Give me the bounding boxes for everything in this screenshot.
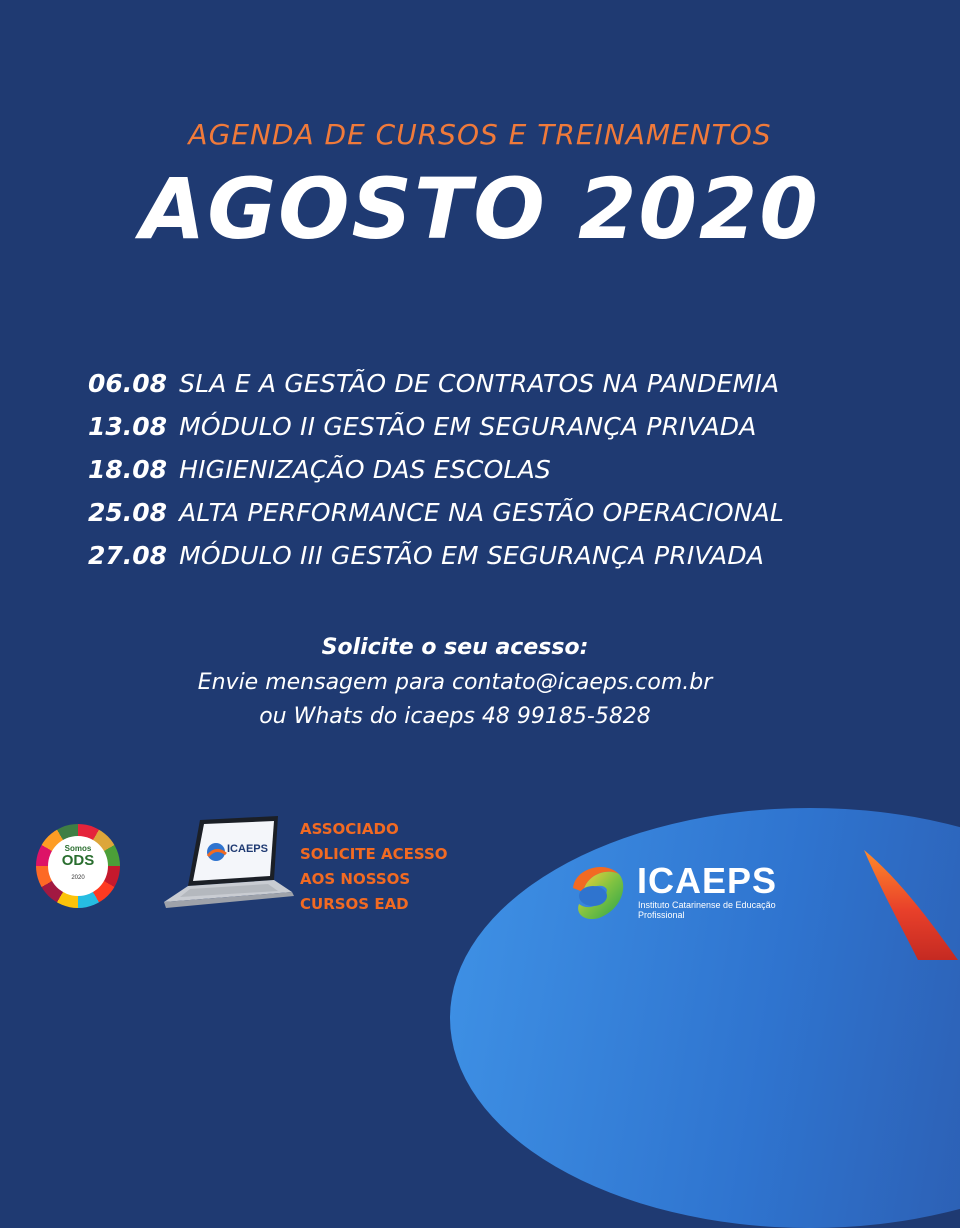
brand-name: ICAEPS: [637, 860, 778, 901]
schedule-item: [88, 534, 948, 577]
contact-cta: Solicite o seu acesso:: [321, 635, 589, 660]
contact-email-line: Envie mensagem para contato@icaeps.com.br: [197, 670, 713, 695]
schedule-item: [88, 362, 948, 405]
schedule-item: [88, 448, 948, 491]
icaeps-logo: [565, 858, 778, 932]
ods-text: ODS: [61, 852, 95, 869]
promo-line: CURSOS EAD: [300, 895, 409, 913]
laptop-screen-brand: ICAEPS: [227, 843, 268, 855]
page-title: AGOSTO 2020: [140, 160, 820, 258]
schedule-date: 06.08: [88, 369, 168, 398]
icaeps-logo-icon: [565, 858, 635, 928]
schedule-title: MÓDULO III GESTÃO EM SEGURANÇA PRIVADA: [179, 541, 765, 570]
schedule-item: [88, 405, 948, 448]
promo-text: [300, 817, 448, 917]
promo-line: ASSOCIADO: [300, 820, 399, 838]
schedule-date: 27.08: [88, 541, 168, 570]
ods-year-text: 2020: [71, 875, 85, 881]
promo-line: SOLICITE ACESSO: [300, 845, 448, 863]
laptop-illustration: [128, 816, 298, 916]
schedule-date: 18.08: [88, 455, 168, 484]
schedule-title: ALTA PERFORMANCE NA GESTÃO OPERACIONAL: [179, 498, 785, 527]
schedule-date: 13.08: [88, 412, 168, 441]
promo-line: AOS NOSSOS: [300, 870, 411, 888]
schedule-title: SLA E A GESTÃO DE CONTRATOS NA PANDEMIA: [179, 369, 780, 398]
ods-badge: [36, 824, 120, 908]
schedule-date: 25.08: [88, 498, 168, 527]
contact-section: [0, 630, 960, 734]
schedule-title: HIGIENIZAÇÃO DAS ESCOLAS: [179, 455, 551, 484]
contact-whatsapp-line: ou Whats do icaeps 48 99185-5828: [259, 704, 651, 729]
ods-somos-text: Somos: [64, 844, 92, 853]
page-subtitle: AGENDA DE CURSOS E TREINAMENTOS: [188, 118, 772, 151]
schedule-item: [88, 491, 948, 534]
schedule-list: [88, 362, 948, 577]
schedule-title: MÓDULO II GESTÃO EM SEGURANÇA PRIVADA: [179, 412, 757, 441]
decorative-swoosh: [858, 848, 960, 960]
brand-tagline: Instituto Catarinense de Educação Profissional: [638, 900, 776, 920]
